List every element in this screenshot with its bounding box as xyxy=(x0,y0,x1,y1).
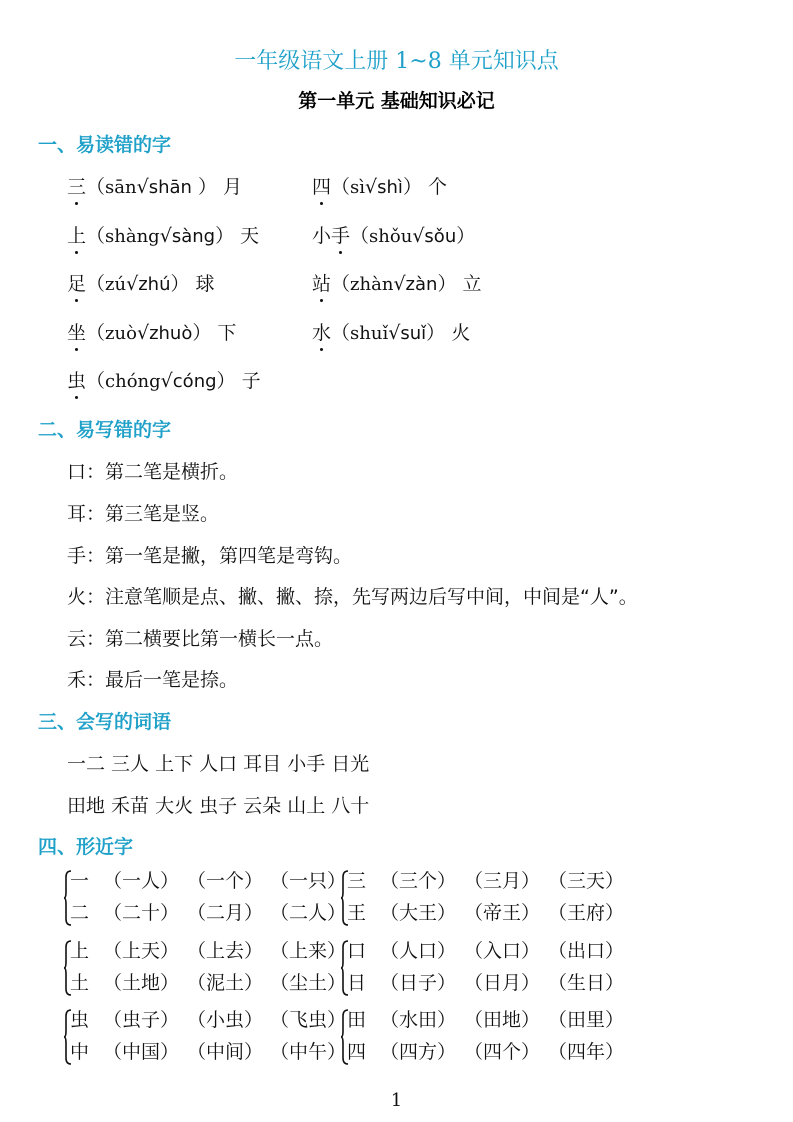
similar-char: 虫 xyxy=(70,1009,90,1031)
miswrite-item: 手：第一笔是撇，第四笔是弯钩。 xyxy=(67,545,353,567)
similar-word: （飞虫） xyxy=(270,1009,347,1031)
similar-word: （中午） xyxy=(270,1041,347,1063)
pinyin-correct: zuò xyxy=(105,323,137,344)
miswrite-item: 云：第二横要比第一横长一点。 xyxy=(67,628,334,650)
section-heading-miswrite: 二、易写错的字 xyxy=(38,419,172,441)
check-mark: √ xyxy=(136,176,149,198)
similar-char: 田 xyxy=(347,1009,367,1031)
similar-word: （王府） xyxy=(548,902,625,924)
misread-char: 手 xyxy=(331,221,350,248)
pinyin-correct: zhàn xyxy=(350,274,394,295)
document-title: 一年级语文上册 1~8 单元知识点 xyxy=(234,49,559,74)
words-row: 田地 禾苗 大火 虫子 云朵 山上 八十 xyxy=(67,795,370,817)
pinyin-wrong: cóng xyxy=(172,371,217,392)
misread-suffix: 球 xyxy=(195,273,215,295)
misread-entry xyxy=(67,366,261,393)
misread-char: 足 xyxy=(67,269,86,296)
similar-word: （虫子） xyxy=(103,1009,180,1031)
miswrite-item: 口：第二笔是横折。 xyxy=(67,461,239,483)
open-paren: （ xyxy=(86,176,106,198)
similar-char: 一 xyxy=(70,870,90,892)
check-mark: √ xyxy=(393,273,406,295)
similar-word: （二月） xyxy=(187,902,264,924)
similar-word: （中国） xyxy=(103,1041,180,1063)
close-paren: ） xyxy=(456,225,476,247)
check-mark: √ xyxy=(159,225,172,247)
section-heading-words: 三、会写的词语 xyxy=(38,711,172,733)
miswrite-item: 禾：最后一笔是捺。 xyxy=(67,669,239,691)
similar-word: （田里） xyxy=(548,1009,625,1031)
close-paren: ） xyxy=(216,370,236,392)
similar-word: （三个） xyxy=(380,870,457,892)
misread-entry xyxy=(312,172,447,199)
check-mark: √ xyxy=(126,273,139,295)
misread-entry xyxy=(67,172,242,199)
misread-prefix: 小 xyxy=(312,225,332,247)
similar-char: 口 xyxy=(347,940,367,962)
similar-word: （三月） xyxy=(464,870,541,892)
similar-word: （三天） xyxy=(548,870,625,892)
section-heading-similar: 四、形近字 xyxy=(38,836,134,858)
misread-suffix: 个 xyxy=(428,176,448,198)
open-paren: （ xyxy=(331,273,351,295)
similar-word: （土地） xyxy=(103,972,180,994)
open-paren: （ xyxy=(331,322,351,344)
check-mark: √ xyxy=(160,370,173,392)
similar-word: （水田） xyxy=(380,1009,457,1031)
similar-char: 三 xyxy=(347,870,367,892)
similar-word: （一个） xyxy=(187,870,264,892)
similar-word: （二人） xyxy=(270,902,347,924)
similar-word: （上来） xyxy=(270,940,347,962)
pinyin-correct: zú xyxy=(105,274,127,295)
open-paren: （ xyxy=(331,176,351,198)
similar-word: （小虫） xyxy=(187,1009,264,1031)
similar-word: （田地） xyxy=(464,1009,541,1031)
misread-entry xyxy=(312,318,470,345)
similar-word: （中间） xyxy=(187,1041,264,1063)
pinyin-wrong: sǒu xyxy=(424,226,457,247)
similar-word: （四个） xyxy=(464,1041,541,1063)
misread-char: 坐 xyxy=(67,318,86,345)
pinyin-wrong: shān xyxy=(148,177,192,198)
check-mark: √ xyxy=(388,322,401,344)
check-mark: √ xyxy=(136,322,150,344)
words-row: 一二 三人 上下 人口 耳目 小手 日光 xyxy=(67,753,370,775)
pinyin-wrong: zàn xyxy=(405,274,438,295)
similar-word: （一人） xyxy=(103,870,180,892)
misread-suffix: 子 xyxy=(241,370,261,392)
similar-word: （人口） xyxy=(380,940,457,962)
misread-suffix: 下 xyxy=(217,322,237,344)
similar-char: 上 xyxy=(70,940,90,962)
pinyin-correct: shàng xyxy=(105,226,160,247)
check-mark: √ xyxy=(412,225,425,247)
miswrite-item: 火：注意笔顺是点、撇、撇、捺，先写两边后写中间，中间是“人”。 xyxy=(67,586,638,608)
misread-entry xyxy=(67,318,236,345)
similar-char: 二 xyxy=(70,902,90,924)
section-heading-misread: 一、易读错的字 xyxy=(38,134,172,156)
similar-word: （生日） xyxy=(548,972,625,994)
misread-char: 上 xyxy=(67,221,86,248)
misread-char: 四 xyxy=(312,172,331,199)
unit-title: 第一单元 基础知识必记 xyxy=(298,90,495,112)
similar-word: （大王） xyxy=(380,902,457,924)
misread-char: 虫 xyxy=(67,366,86,393)
open-paren: （ xyxy=(86,322,106,344)
similar-char: 四 xyxy=(347,1041,367,1063)
misread-suffix: 天 xyxy=(240,225,260,247)
similar-char: 王 xyxy=(347,902,367,924)
similar-word: （四年） xyxy=(548,1041,625,1063)
similar-word: （泥土） xyxy=(187,972,264,994)
pinyin-correct: shuǐ xyxy=(350,323,389,344)
close-paren: ） xyxy=(170,273,190,295)
open-paren: （ xyxy=(350,225,370,247)
misread-entry xyxy=(67,221,259,248)
misread-suffix: 火 xyxy=(451,322,471,344)
close-paren: ） xyxy=(437,273,457,295)
pinyin-wrong: zhuò xyxy=(149,323,193,344)
similar-word: （尘土） xyxy=(270,972,347,994)
page-number: 1 xyxy=(390,1090,403,1111)
similar-word: （日月） xyxy=(464,972,541,994)
similar-char: 中 xyxy=(70,1041,90,1063)
check-mark: √ xyxy=(365,176,378,198)
similar-word: （四方） xyxy=(380,1041,457,1063)
close-paren: ） xyxy=(426,322,446,344)
misread-char: 站 xyxy=(312,269,331,296)
pinyin-correct: chóng xyxy=(105,371,161,392)
similar-word: （出口） xyxy=(548,940,625,962)
similar-word: （一只） xyxy=(270,870,347,892)
misread-suffix: 月 xyxy=(223,176,243,198)
misread-char: 水 xyxy=(312,318,331,345)
miswrite-item: 耳：第三笔是竖。 xyxy=(67,503,220,525)
pinyin-wrong: zhú xyxy=(138,274,171,295)
pinyin-wrong: suǐ xyxy=(400,323,427,344)
pinyin-correct: sì xyxy=(350,177,366,198)
misread-entry xyxy=(67,269,215,296)
open-paren: （ xyxy=(86,225,106,247)
open-paren: （ xyxy=(86,370,106,392)
close-paren: ） xyxy=(192,322,212,344)
close-paren: ） xyxy=(191,176,217,198)
pinyin-correct: sān xyxy=(105,177,137,198)
pinyin-correct: shǒu xyxy=(369,226,413,247)
misread-entry xyxy=(312,269,482,296)
pinyin-wrong: shì xyxy=(377,177,403,198)
misread-entry xyxy=(312,221,481,248)
similar-word: （上去） xyxy=(187,940,264,962)
close-paren: ） xyxy=(402,176,422,198)
similar-char: 日 xyxy=(347,972,367,994)
misread-char: 三 xyxy=(67,172,86,199)
pinyin-wrong: sàng xyxy=(171,226,216,247)
similar-word: （帝王） xyxy=(464,902,541,924)
similar-word: （二十） xyxy=(103,902,180,924)
similar-word: （入口） xyxy=(464,940,541,962)
misread-suffix: 立 xyxy=(462,273,482,295)
similar-word: （上天） xyxy=(103,940,180,962)
similar-char: 土 xyxy=(70,972,90,994)
open-paren: （ xyxy=(86,273,106,295)
close-paren: ） xyxy=(215,225,235,247)
similar-word: （日子） xyxy=(380,972,457,994)
